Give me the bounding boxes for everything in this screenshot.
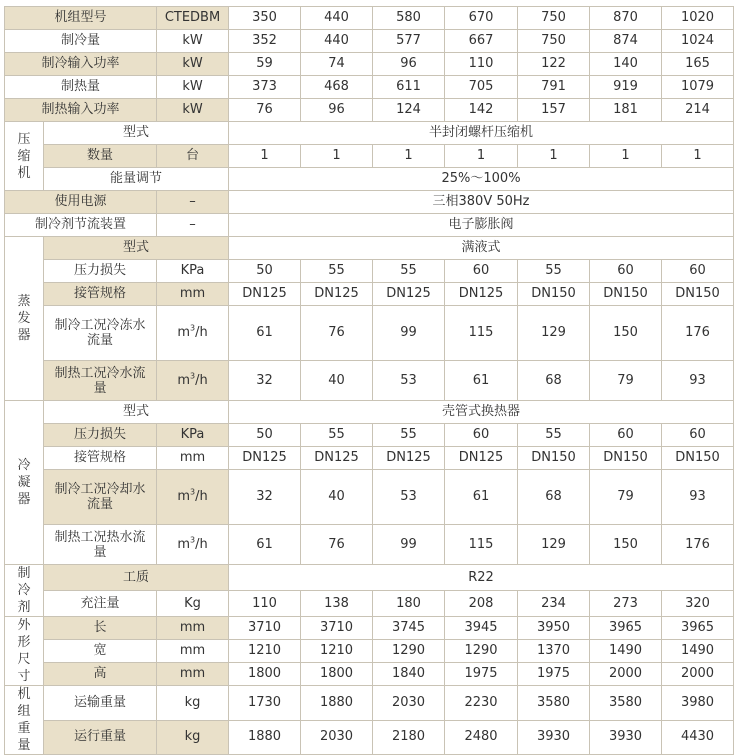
- weight-transport-unit: kg: [157, 686, 229, 721]
- dim-width-value: 1490: [590, 640, 662, 663]
- evap-pipe-unit: mm: [157, 283, 229, 306]
- refrigerant-group-label: [5, 565, 44, 617]
- row-dim-length: [5, 617, 734, 640]
- cooling-capacity-value: 577: [373, 30, 445, 53]
- evap-type-value: 满液式: [229, 237, 734, 260]
- compressor-qty-value: 1: [229, 145, 301, 168]
- evap-pressure-value: 55: [373, 260, 445, 283]
- cond-pressure-value: 60: [590, 424, 662, 447]
- dim-length-unit: mm: [157, 617, 229, 640]
- cond-flow-heat-value: 115: [445, 525, 518, 565]
- heating-input-value: 76: [229, 99, 301, 122]
- power-value: 三相380V 50Hz: [229, 191, 734, 214]
- heating-capacity-value: 1079: [662, 76, 734, 99]
- evap-flow-heat-value: 61: [445, 361, 518, 401]
- cond-pressure-value: 55: [301, 424, 373, 447]
- cond-flow-cool-value: 61: [445, 470, 518, 525]
- cond-pipe-label: 接管规格: [44, 447, 157, 470]
- cooling-input-value: 165: [662, 53, 734, 76]
- dim-width-label: 宽: [44, 640, 157, 663]
- cond-flow-cool-value: 40: [301, 470, 373, 525]
- evaporator-group-text: 蒸发器: [17, 294, 31, 343]
- evap-flow-cool-unit: [157, 306, 229, 361]
- cooling-capacity-value: 1024: [662, 30, 734, 53]
- evap-pipe-label: 接管规格: [44, 283, 157, 306]
- heating-input-value: 157: [518, 99, 590, 122]
- weight-operating-unit: kg: [157, 720, 229, 755]
- evap-flow-heat-label: [44, 361, 157, 401]
- cooling-capacity-value: 352: [229, 30, 301, 53]
- compressor-capacity-label: 能量调节: [44, 168, 229, 191]
- weight-group-text: 机组重量: [17, 687, 31, 753]
- row-heating-capacity: [5, 76, 734, 99]
- compressor-qty-value: 1: [445, 145, 518, 168]
- evap-type-label: 型式: [44, 237, 229, 260]
- dim-width-value: 1210: [301, 640, 373, 663]
- weight-operating-value: 1880: [229, 720, 301, 755]
- evap-pipe-value: DN125: [229, 283, 301, 306]
- dim-length-value: 3945: [445, 617, 518, 640]
- dim-length-value: 3710: [229, 617, 301, 640]
- cond-pressure-value: 60: [445, 424, 518, 447]
- evap-pressure-value: 55: [518, 260, 590, 283]
- row-dim-height: [5, 663, 734, 686]
- evap-pipe-value: DN150: [518, 283, 590, 306]
- model-value: 580: [373, 7, 445, 30]
- cond-flow-cool-label: [44, 470, 157, 525]
- evap-flow-cool-value: 76: [301, 306, 373, 361]
- model-value: 670: [445, 7, 518, 30]
- weight-transport-value: 1730: [229, 686, 301, 721]
- cond-flow-heat-label: [44, 525, 157, 565]
- throttle-unit: –: [157, 214, 229, 237]
- cond-flow-cool-value: 53: [373, 470, 445, 525]
- evap-flow-heat-unit-tail: /h: [195, 372, 208, 388]
- cond-flow-heat-value: 99: [373, 525, 445, 565]
- row-evap-flow-cool: [5, 306, 734, 361]
- condenser-group-text: 冷凝器: [17, 458, 31, 507]
- dim-height-value: 2000: [662, 663, 734, 686]
- row-evap-pressure: [5, 260, 734, 283]
- cooling-input-value: 59: [229, 53, 301, 76]
- dim-height-unit: mm: [157, 663, 229, 686]
- cooling-input-label: 制冷输入功率: [5, 53, 157, 76]
- cond-flow-heat-value: 61: [229, 525, 301, 565]
- model-value: 750: [518, 7, 590, 30]
- cond-pipe-value: DN150: [518, 447, 590, 470]
- refrigerant-charge-unit: Kg: [157, 591, 229, 617]
- compressor-type-value: 半封闭螺杆压缩机: [229, 122, 734, 145]
- evap-flow-cool-value: 129: [518, 306, 590, 361]
- cond-pipe-value: DN125: [229, 447, 301, 470]
- cond-flow-heat-unit-base: m: [177, 536, 190, 552]
- weight-operating-value: 4430: [662, 720, 734, 755]
- weight-transport-value: 1880: [301, 686, 373, 721]
- cond-flow-heat-unit: [157, 525, 229, 565]
- cond-pressure-value: 55: [373, 424, 445, 447]
- cooling-input-value: 74: [301, 53, 373, 76]
- cond-flow-heat-value: 76: [301, 525, 373, 565]
- refrigerant-charge-value: 208: [445, 591, 518, 617]
- evap-pressure-label: 压力损失: [44, 260, 157, 283]
- evap-flow-heat-unit: [157, 361, 229, 401]
- cond-flow-cool-value: 93: [662, 470, 734, 525]
- evap-pressure-value: 50: [229, 260, 301, 283]
- compressor-qty-label: 数量: [44, 145, 157, 168]
- row-dim-width: [5, 640, 734, 663]
- compressor-qty-value: 1: [590, 145, 662, 168]
- cond-flow-heat-label-text: 制热工况热水流量: [54, 529, 146, 560]
- dim-width-value: 1490: [662, 640, 734, 663]
- refrigerant-charge-value: 234: [518, 591, 590, 617]
- cooling-capacity-value: 440: [301, 30, 373, 53]
- evap-pressure-value: 60: [662, 260, 734, 283]
- row-cond-type: [5, 401, 734, 424]
- row-compressor-type: [5, 122, 734, 145]
- cond-pressure-value: 50: [229, 424, 301, 447]
- compressor-qty-value: 1: [518, 145, 590, 168]
- dim-height-value: 1800: [229, 663, 301, 686]
- weight-operating-value: 2030: [301, 720, 373, 755]
- cond-pipe-value: DN125: [445, 447, 518, 470]
- dim-length-value: 3950: [518, 617, 590, 640]
- cond-flow-heat-value: 129: [518, 525, 590, 565]
- row-cond-flow-cool: [5, 470, 734, 525]
- evap-flow-heat-value: 40: [301, 361, 373, 401]
- cond-pressure-label: 压力损失: [44, 424, 157, 447]
- compressor-capacity-value: 25%～100%: [229, 168, 734, 191]
- evap-pipe-value: DN125: [301, 283, 373, 306]
- cond-pipe-value: DN125: [301, 447, 373, 470]
- cond-flow-cool-unit-sup: 3: [189, 487, 196, 497]
- cond-flow-cool-value: 79: [590, 470, 662, 525]
- weight-group-label: [5, 686, 44, 755]
- row-evap-flow-heat: [5, 361, 734, 401]
- model-value: 440: [301, 7, 373, 30]
- evap-flow-cool-value: 99: [373, 306, 445, 361]
- row-evap-pipe: [5, 283, 734, 306]
- heating-capacity-label: 制热量: [5, 76, 157, 99]
- evap-flow-heat-unit-base: m: [177, 372, 190, 388]
- heating-input-unit: kW: [157, 99, 229, 122]
- row-weight-transport: [5, 686, 734, 721]
- row-cooling-input: [5, 53, 734, 76]
- row-evap-type: [5, 237, 734, 260]
- evap-flow-heat-value: 32: [229, 361, 301, 401]
- weight-transport-value: 2030: [373, 686, 445, 721]
- model-value: 350: [229, 7, 301, 30]
- spec-table: [4, 6, 734, 755]
- weight-transport-value: 3580: [518, 686, 590, 721]
- row-cooling-capacity: [5, 30, 734, 53]
- cond-flow-heat-value: 150: [590, 525, 662, 565]
- dim-height-value: 1975: [518, 663, 590, 686]
- spec-table-body: [5, 7, 734, 755]
- evap-flow-heat-value: 93: [662, 361, 734, 401]
- weight-transport-value: 3980: [662, 686, 734, 721]
- evaporator-group-label: [5, 237, 44, 401]
- weight-operating-label: 运行重量: [44, 720, 157, 755]
- evap-flow-heat-label-text: 制热工况冷水流量: [54, 365, 146, 396]
- heating-input-value: 124: [373, 99, 445, 122]
- evap-flow-cool-unit-tail: /h: [195, 325, 208, 340]
- heating-capacity-value: 611: [373, 76, 445, 99]
- cond-flow-cool-label-text: 制冷工况冷却水流量: [54, 482, 146, 512]
- cond-pressure-unit: KPa: [157, 424, 229, 447]
- refrigerant-charge-value: 110: [229, 591, 301, 617]
- heating-capacity-value: 705: [445, 76, 518, 99]
- cond-pipe-value: DN150: [590, 447, 662, 470]
- dim-height-label: 高: [44, 663, 157, 686]
- evap-pipe-value: DN125: [373, 283, 445, 306]
- cond-flow-cool-value: 32: [229, 470, 301, 525]
- evap-pressure-value: 60: [590, 260, 662, 283]
- compressor-group-text: 压缩机: [17, 131, 31, 181]
- row-refrigerant-medium: [5, 565, 734, 591]
- cooling-input-value: 122: [518, 53, 590, 76]
- weight-operating-value: 3930: [590, 720, 662, 755]
- heating-capacity-value: 919: [590, 76, 662, 99]
- cond-pressure-value: 60: [662, 424, 734, 447]
- cond-flow-cool-unit-base: m: [177, 489, 190, 504]
- cooling-input-value: 140: [590, 53, 662, 76]
- row-heating-input: [5, 99, 734, 122]
- cooling-capacity-unit: kW: [157, 30, 229, 53]
- evap-flow-cool-value: 61: [229, 306, 301, 361]
- heating-input-value: 142: [445, 99, 518, 122]
- dim-width-value: 1290: [373, 640, 445, 663]
- refrigerant-charge-label: 充注量: [44, 591, 157, 617]
- compressor-qty-unit: 台: [157, 145, 229, 168]
- heating-input-value: 181: [590, 99, 662, 122]
- cond-flow-cool-unit: [157, 470, 229, 525]
- dim-length-value: 3745: [373, 617, 445, 640]
- evap-flow-cool-value: 176: [662, 306, 734, 361]
- cond-flow-cool-unit-tail: /h: [195, 489, 208, 504]
- cooling-capacity-value: 667: [445, 30, 518, 53]
- throttle-label: 制冷剂节流装置: [5, 214, 157, 237]
- heating-capacity-value: 791: [518, 76, 590, 99]
- row-power: [5, 191, 734, 214]
- refrigerant-charge-value: 138: [301, 591, 373, 617]
- throttle-value: 电子膨胀阀: [229, 214, 734, 237]
- model-unit: CTEDBM: [157, 7, 229, 30]
- row-weight-operating: [5, 720, 734, 755]
- refrigerant-group-text: 制冷剂: [17, 566, 31, 615]
- dim-length-value: 3965: [662, 617, 734, 640]
- dim-width-value: 1210: [229, 640, 301, 663]
- dim-length-value: 3965: [590, 617, 662, 640]
- evap-flow-heat-unit-sup: 3: [189, 371, 196, 381]
- cond-pipe-value: DN150: [662, 447, 734, 470]
- cooling-capacity-label: 制冷量: [5, 30, 157, 53]
- compressor-qty-value: 1: [301, 145, 373, 168]
- row-throttle: [5, 214, 734, 237]
- refrigerant-medium-value: R22: [229, 565, 734, 591]
- power-label: 使用电源: [5, 191, 157, 214]
- cooling-input-value: 110: [445, 53, 518, 76]
- row-compressor-capacity: [5, 168, 734, 191]
- dim-height-value: 1840: [373, 663, 445, 686]
- dim-width-unit: mm: [157, 640, 229, 663]
- dim-width-value: 1290: [445, 640, 518, 663]
- cond-pressure-value: 55: [518, 424, 590, 447]
- cond-pipe-value: DN125: [373, 447, 445, 470]
- dim-length-label: 长: [44, 617, 157, 640]
- compressor-qty-value: 1: [373, 145, 445, 168]
- cooling-capacity-value: 874: [590, 30, 662, 53]
- evap-flow-heat-value: 79: [590, 361, 662, 401]
- evap-pressure-value: 55: [301, 260, 373, 283]
- dim-height-value: 1975: [445, 663, 518, 686]
- cooling-input-value: 96: [373, 53, 445, 76]
- compressor-type-label: 型式: [44, 122, 229, 145]
- row-compressor-qty: [5, 145, 734, 168]
- row-cond-pipe: [5, 447, 734, 470]
- heating-capacity-value: 468: [301, 76, 373, 99]
- heating-capacity-value: 373: [229, 76, 301, 99]
- evap-pressure-value: 60: [445, 260, 518, 283]
- cond-flow-heat-unit-tail: /h: [195, 536, 208, 552]
- dimensions-group-text: 外形尺寸: [17, 618, 31, 684]
- cooling-capacity-value: 750: [518, 30, 590, 53]
- cond-flow-cool-value: 68: [518, 470, 590, 525]
- model-value: 1020: [662, 7, 734, 30]
- evap-flow-cool-value: 150: [590, 306, 662, 361]
- dim-height-value: 2000: [590, 663, 662, 686]
- weight-transport-label: 运输重量: [44, 686, 157, 721]
- evap-flow-cool-label: [44, 306, 157, 361]
- dim-height-value: 1800: [301, 663, 373, 686]
- dimensions-group-label: [5, 617, 44, 686]
- compressor-qty-value: 1: [662, 145, 734, 168]
- evap-flow-heat-value: 53: [373, 361, 445, 401]
- refrigerant-medium-label: 工质: [44, 565, 229, 591]
- cond-pipe-unit: mm: [157, 447, 229, 470]
- refrigerant-charge-value: 320: [662, 591, 734, 617]
- refrigerant-charge-value: 180: [373, 591, 445, 617]
- dim-width-value: 1370: [518, 640, 590, 663]
- cond-flow-heat-unit-sup: 3: [189, 535, 196, 545]
- compressor-group-label: [5, 122, 44, 191]
- condenser-group-label: [5, 401, 44, 565]
- weight-transport-value: 3580: [590, 686, 662, 721]
- evap-pipe-value: DN150: [590, 283, 662, 306]
- row-refrigerant-charge: [5, 591, 734, 617]
- heating-input-value: 96: [301, 99, 373, 122]
- row-cond-pressure: [5, 424, 734, 447]
- heating-input-value: 214: [662, 99, 734, 122]
- evap-pipe-value: DN125: [445, 283, 518, 306]
- weight-operating-value: 2180: [373, 720, 445, 755]
- evap-flow-cool-unit-base: m: [177, 325, 190, 340]
- cond-type-label: 型式: [44, 401, 229, 424]
- power-unit: –: [157, 191, 229, 214]
- heating-capacity-unit: kW: [157, 76, 229, 99]
- cooling-input-unit: kW: [157, 53, 229, 76]
- evap-flow-heat-value: 68: [518, 361, 590, 401]
- model-value: 870: [590, 7, 662, 30]
- cond-flow-heat-value: 176: [662, 525, 734, 565]
- weight-transport-value: 2230: [445, 686, 518, 721]
- evap-pipe-value: DN150: [662, 283, 734, 306]
- weight-operating-value: 2480: [445, 720, 518, 755]
- evap-flow-cool-unit-sup: 3: [189, 323, 196, 333]
- dim-length-value: 3710: [301, 617, 373, 640]
- evap-pressure-unit: KPa: [157, 260, 229, 283]
- row-cond-flow-heat: [5, 525, 734, 565]
- cond-type-value: 壳管式换热器: [229, 401, 734, 424]
- model-label: 机组型号: [5, 7, 157, 30]
- refrigerant-charge-value: 273: [590, 591, 662, 617]
- evap-flow-cool-label-text: 制冷工况冷冻水流量: [54, 318, 146, 348]
- heating-input-label: 制热输入功率: [5, 99, 157, 122]
- weight-operating-value: 3930: [518, 720, 590, 755]
- row-model: [5, 7, 734, 30]
- evap-flow-cool-value: 115: [445, 306, 518, 361]
